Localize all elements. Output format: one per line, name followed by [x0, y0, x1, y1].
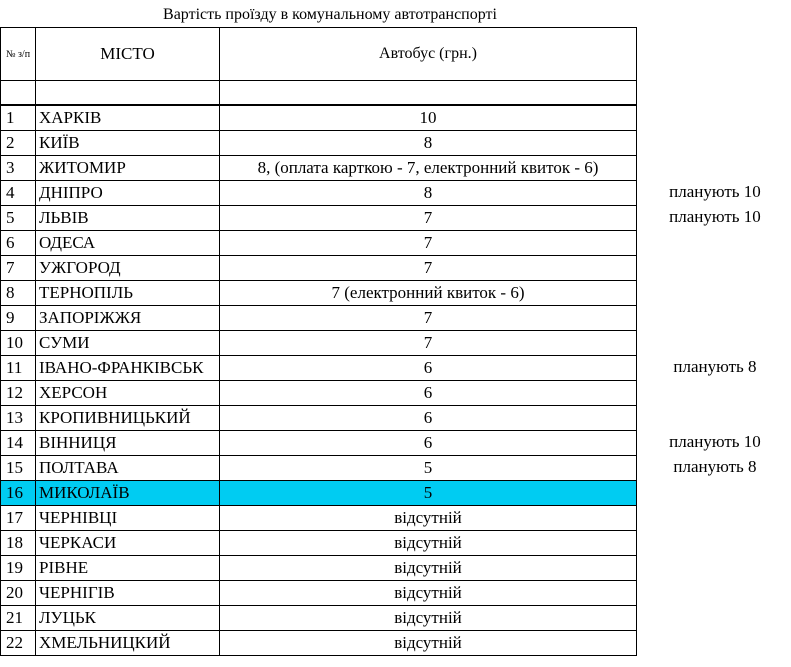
row-bus-fare: 7	[219, 205, 637, 231]
row-number: 19	[0, 555, 36, 581]
row-note	[640, 380, 790, 405]
row-bus-fare: відсутній	[219, 530, 637, 556]
row-city: ХЕРСОН	[35, 380, 220, 406]
row-city: ОДЕСА	[35, 230, 220, 256]
row-number: 18	[0, 530, 36, 556]
row-city: ЧЕРКАСИ	[35, 530, 220, 556]
row-note	[640, 480, 790, 505]
row-number: 4	[0, 180, 36, 206]
row-bus-fare: 7	[219, 330, 637, 356]
row-note	[640, 605, 790, 630]
row-city: ТЕРНОПІЛЬ	[35, 280, 220, 306]
row-bus-fare: відсутній	[219, 605, 637, 631]
row-city: ЧЕРНІВЦІ	[35, 505, 220, 531]
row-note	[640, 155, 790, 180]
row-city: УЖГОРОД	[35, 255, 220, 281]
row-note	[640, 580, 790, 605]
row-bus-fare: 6	[219, 430, 637, 456]
row-bus-fare: 7	[219, 230, 637, 256]
row-city: ЛЬВІВ	[35, 205, 220, 231]
table-title: Вартість проїзду в комунальному автотранспорті	[163, 6, 497, 23]
row-number: 7	[0, 255, 36, 281]
row-bus-fare: 7	[219, 305, 637, 331]
row-bus-fare: 6	[219, 355, 637, 381]
header-bus-fare: Автобус (грн.)	[219, 27, 637, 81]
row-number: 12	[0, 380, 36, 406]
row-city: ХМЕЛЬНИЦКИЙ	[35, 630, 220, 656]
row-note: планують 10	[669, 182, 761, 201]
row-bus-fare: 8	[219, 180, 637, 206]
row-bus-fare: відсутній	[219, 555, 637, 581]
row-city: ХАРКІВ	[35, 105, 220, 131]
row-city: ЗАПОРІЖЖЯ	[35, 305, 220, 331]
header-spacer-cell	[0, 80, 36, 105]
header-number: № з/п	[0, 27, 36, 81]
row-number: 6	[0, 230, 36, 256]
row-number: 11	[0, 355, 36, 381]
row-note	[640, 630, 790, 655]
row-number: 13	[0, 405, 36, 431]
row-note: планують 10	[669, 207, 761, 226]
row-note	[640, 330, 790, 355]
header-spacer-cell	[219, 80, 637, 105]
row-bus-fare: відсутній	[219, 580, 637, 606]
row-note	[640, 105, 790, 130]
row-bus-fare: 5	[219, 480, 637, 506]
row-city: МИКОЛАЇВ	[35, 480, 220, 506]
row-city: ЛУЦЬК	[35, 605, 220, 631]
row-number: 21	[0, 605, 36, 631]
row-bus-fare: відсутній	[219, 505, 637, 531]
row-number: 2	[0, 130, 36, 156]
row-bus-fare: 5	[219, 455, 637, 481]
row-number: 10	[0, 330, 36, 356]
row-bus-fare: 8, (оплата карткою - 7, електронний квиток - 6)	[219, 155, 637, 181]
row-city: ПОЛТАВА	[35, 455, 220, 481]
row-note	[640, 505, 790, 530]
row-city: ЖИТОМИР	[35, 155, 220, 181]
row-city: ІВАНО-ФРАНКІВСЬК	[35, 355, 220, 381]
row-number: 22	[0, 630, 36, 656]
row-city: КИЇВ	[35, 130, 220, 156]
row-note: планують 8	[673, 357, 757, 376]
row-number: 16	[0, 480, 36, 506]
row-note: планують 10	[669, 432, 761, 451]
row-bus-fare: відсутній	[219, 630, 637, 656]
header-spacer-cell	[35, 80, 220, 105]
row-city: СУМИ	[35, 330, 220, 356]
row-number: 14	[0, 430, 36, 456]
row-city: ВІННИЦЯ	[35, 430, 220, 456]
row-bus-fare: 7	[219, 255, 637, 281]
row-city: ДНІПРО	[35, 180, 220, 206]
row-note	[640, 530, 790, 555]
row-number: 9	[0, 305, 36, 331]
row-bus-fare: 8	[219, 130, 637, 156]
row-bus-fare: 6	[219, 380, 637, 406]
row-number: 8	[0, 280, 36, 306]
row-note	[640, 280, 790, 305]
row-note	[640, 230, 790, 255]
row-note	[640, 405, 790, 430]
header-city: МІСТО	[35, 27, 220, 81]
table-bottom-border	[0, 655, 637, 656]
row-number: 3	[0, 155, 36, 181]
row-number: 15	[0, 455, 36, 481]
row-number: 17	[0, 505, 36, 531]
row-bus-fare: 7 (електронний квиток - 6)	[219, 280, 637, 306]
row-bus-fare: 10	[219, 105, 637, 131]
row-number: 5	[0, 205, 36, 231]
row-note	[640, 255, 790, 280]
row-city: ЧЕРНІГІВ	[35, 580, 220, 606]
row-note	[640, 305, 790, 330]
row-city: КРОПИВНИЦЬКИЙ	[35, 405, 220, 431]
row-note: планують 8	[673, 457, 757, 476]
row-note	[640, 130, 790, 155]
row-number: 1	[0, 105, 36, 131]
row-city: РІВНЕ	[35, 555, 220, 581]
row-number: 20	[0, 580, 36, 606]
row-bus-fare: 6	[219, 405, 637, 431]
row-note	[640, 555, 790, 580]
